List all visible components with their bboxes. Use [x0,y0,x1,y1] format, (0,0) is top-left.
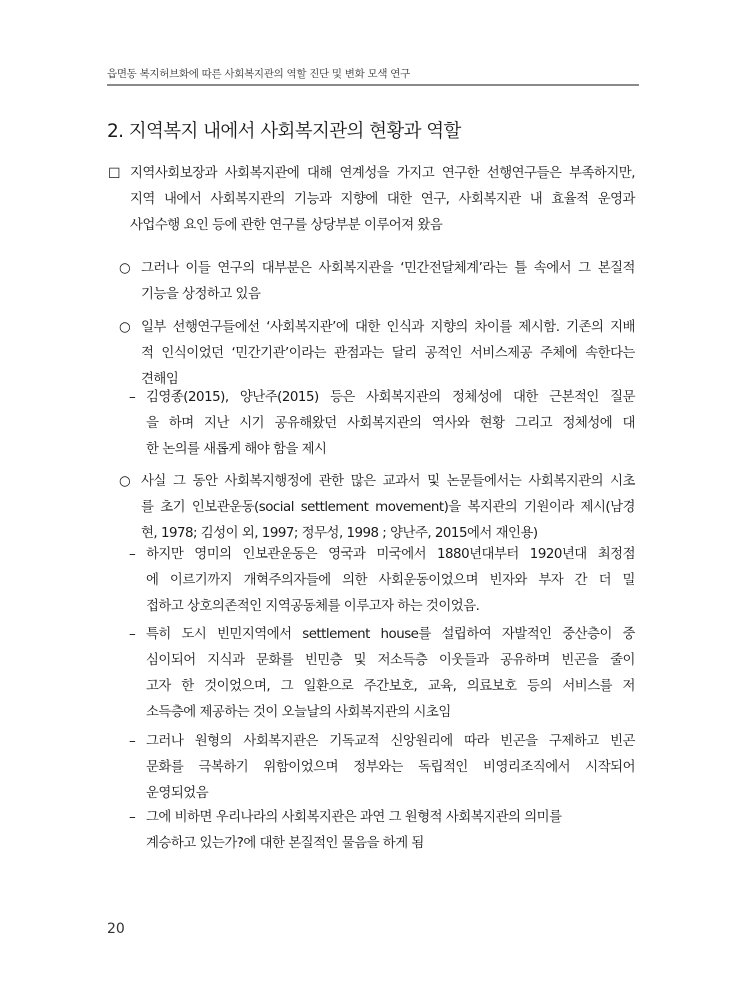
text-line: 일부 선행연구들에선 ‘사회복지관’에 대한 인식과 지향의 차이를 제시함. 기존의 지배 [141,320,635,335]
paragraph-identity-question [146,385,635,463]
text-line: 사업수행 요인 등에 관한 연구를 상당부분 이루어져 왔음 [130,218,443,233]
header-divider [107,84,639,86]
text-line: 문화를 극복하기 위함이었으며 정부와는 독립적인 비영리조직에서 시작되어 [146,760,635,775]
page-number: 20 [107,921,125,937]
text-line: 적 인식이었던 ‘민간기관’이라는 관점과는 달리 공적인 서비스제공 주체에 속한다는 [141,346,635,361]
circle-bullet-icon: ○ [119,261,131,276]
text-line: 하지만 영미의 인보관운동은 영국과 미국에서 1880년대부터 1920년대 최정점 [146,547,635,562]
text-line: 계승하고 있는가?에 대한 본질적인 물음을 하게 됨 [146,836,424,851]
text-line: 기능을 상정하고 있음 [141,287,261,302]
dash-bullet-icon: – [129,810,136,825]
paragraph-prior-research [141,315,635,393]
dash-bullet-icon: – [129,734,136,749]
dash-bullet-icon: – [129,547,136,562]
text-line: 심이되어 지식과 문화를 빈민층 및 저소득층 이웃들과 공유하며 빈곤을 줄이 [146,653,635,668]
text-line: 그러나 이들 연구의 대부분은 사회복지관을 ‘민간전달체계’라는 틀 속에서 그 본질적 [141,261,635,276]
text-line: 사실 그 동안 사회복지행정에 관한 많은 교과서 및 논문들에서는 사회복지관의 시초 [141,474,635,489]
paragraph-private-delivery [141,256,635,308]
running-header: 읍면동 복지허브화에 따른 사회복지관의 역할 진단 및 변화 모색 연구 [107,68,410,80]
section-title: 2. 지역복지 내에서 사회복지관의 현황과 역할 [107,121,461,142]
square-bullet-icon: ☐ [108,166,121,182]
text-line: 한 논의를 새롭게 해야 함을 제시 [146,442,327,457]
text-line: 접하고 상호의존적인 지역공동체를 이루고자 하는 것이었음. [146,599,480,614]
paragraph-settlement-origin [141,469,635,547]
circle-bullet-icon: ○ [119,474,131,489]
text-line: 을 하며 지난 시기 공유해왔던 사회복지관의 역사와 현황 그리고 정체성에 대 [146,416,635,431]
paragraph-settlement-house [146,622,635,726]
text-line: 그러나 원형의 사회복지관은 기독교적 신앙원리에 따라 빈곤을 구제하고 빈곤 [146,734,635,749]
text-line: 고자 한 것이었으며, 그 일환으로 주간보호, 교육, 의료보호 등의 서비스를 저 [146,679,635,694]
text-line: 현, 1978; 김성이 외, 1997; 정무성, 1998 ; 양난주, 2015에서 재인용) [141,526,538,541]
text-line: 특히 도시 빈민지역에서 settlement house를 설립하여 자발적인 중산층이 중 [146,627,635,642]
paragraph-original-model [146,729,635,807]
paragraph-korean-question [146,805,635,857]
circle-bullet-icon: ○ [119,320,131,335]
text-line: 에 이르기까지 개혁주의자들에 의한 사회운동이었으며 빈자와 부자 간 더 밀 [146,573,635,588]
text-line: 김영종(2015), 양난주(2015) 등은 사회복지관의 정체성에 대한 근본적인 질문 [146,390,635,405]
paragraph-intro [130,161,635,239]
paragraph-settlement-movement [146,542,635,620]
text-line: 그에 비하면 우리나라의 사회복지관은 과연 그 원형적 사회복지관의 의미를 [146,810,562,825]
text-line: 지역사회보장과 사회복지관에 대해 연계성을 가지고 연구한 선행연구들은 부족하지만, [130,166,635,181]
text-line: 소득층에 제공하는 것이 오늘날의 사회복지관의 시초임 [146,705,451,720]
text-line: 운영되었음 [146,786,209,801]
dash-bullet-icon: – [129,627,136,642]
text-line: 를 초기 인보관운동(social settlement movement)을 복지관의 기원이라 제시(남경 [141,500,635,515]
text-line: 지역 내에서 사회복지관의 기능과 지향에 대한 연구, 사회복지관 내 효율적 운영과 [130,192,635,207]
dash-bullet-icon: – [129,390,136,405]
text-line: 견해임 [141,372,179,387]
